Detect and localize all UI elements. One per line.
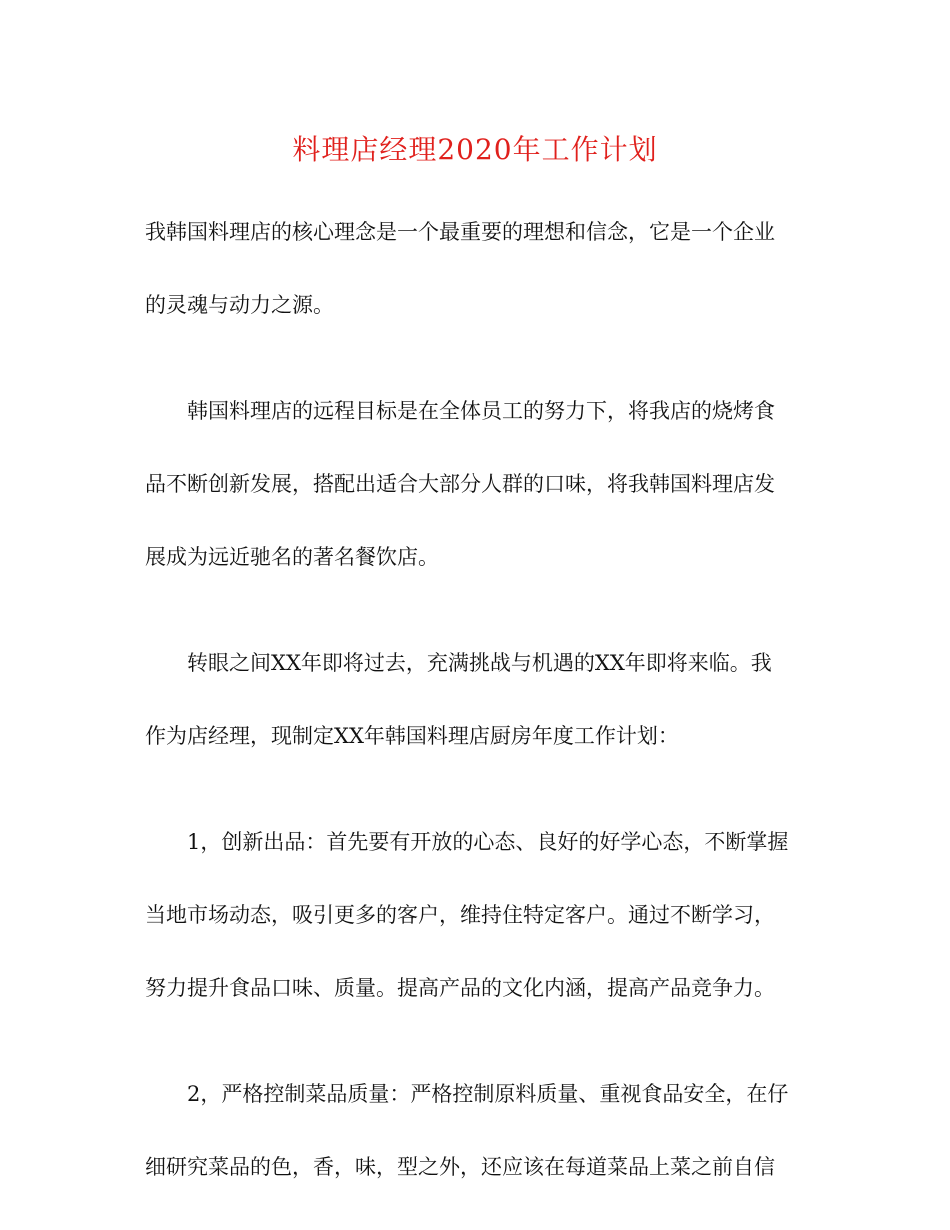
paragraph-3	[145, 643, 805, 789]
paragraph-line: 我韩国料理店的核心理念是一个最重要的理想和信念，它是一个企业	[145, 220, 775, 244]
paragraph-line: 的灵魂与动力之源。	[145, 293, 334, 317]
paragraph-line: 2，严格控制菜品质量：严格控制原料质量、重视食品安全，在仔	[187, 1082, 789, 1106]
paragraph-2	[145, 391, 805, 610]
paragraph-line: 品不断创新发展，搭配出适合大部分人群的口味，将我韩国料理店发	[145, 472, 775, 496]
paragraph-5	[145, 1074, 805, 1187]
paragraph-line: 韩国料理店的远程目标是在全体员工的努力下，将我店的烧烤食	[187, 399, 775, 423]
paragraph-1	[145, 212, 805, 358]
paragraph-line: 转眼之间XX年即将过去，充满挑战与机遇的XX年即将来临。我	[187, 651, 772, 675]
document-title: 料理店经理2020年工作计划	[292, 133, 658, 166]
document-body	[145, 212, 805, 1220]
paragraph-line: 细研究菜品的色，香，味，型之外，还应该在每道菜品上菜之前自信	[145, 1155, 775, 1179]
paragraph-line: 1，创新出品：首先要有开放的心态、良好的好学心态，不断掌握	[187, 830, 789, 854]
paragraph-line: 展成为远近驰名的著名餐饮店。	[145, 545, 439, 569]
paragraph-line: 努力提升食品口味、质量。提高产品的文化内涵，提高产品竞争力。	[145, 976, 775, 1000]
paragraph-line: 作为店经理，现制定XX年韩国料理店厨房年度工作计划：	[145, 724, 679, 748]
paragraph-4	[145, 822, 805, 1041]
paragraph-line: 当地市场动态，吸引更多的客户，维持住特定客户。通过不断学习，	[145, 903, 775, 927]
